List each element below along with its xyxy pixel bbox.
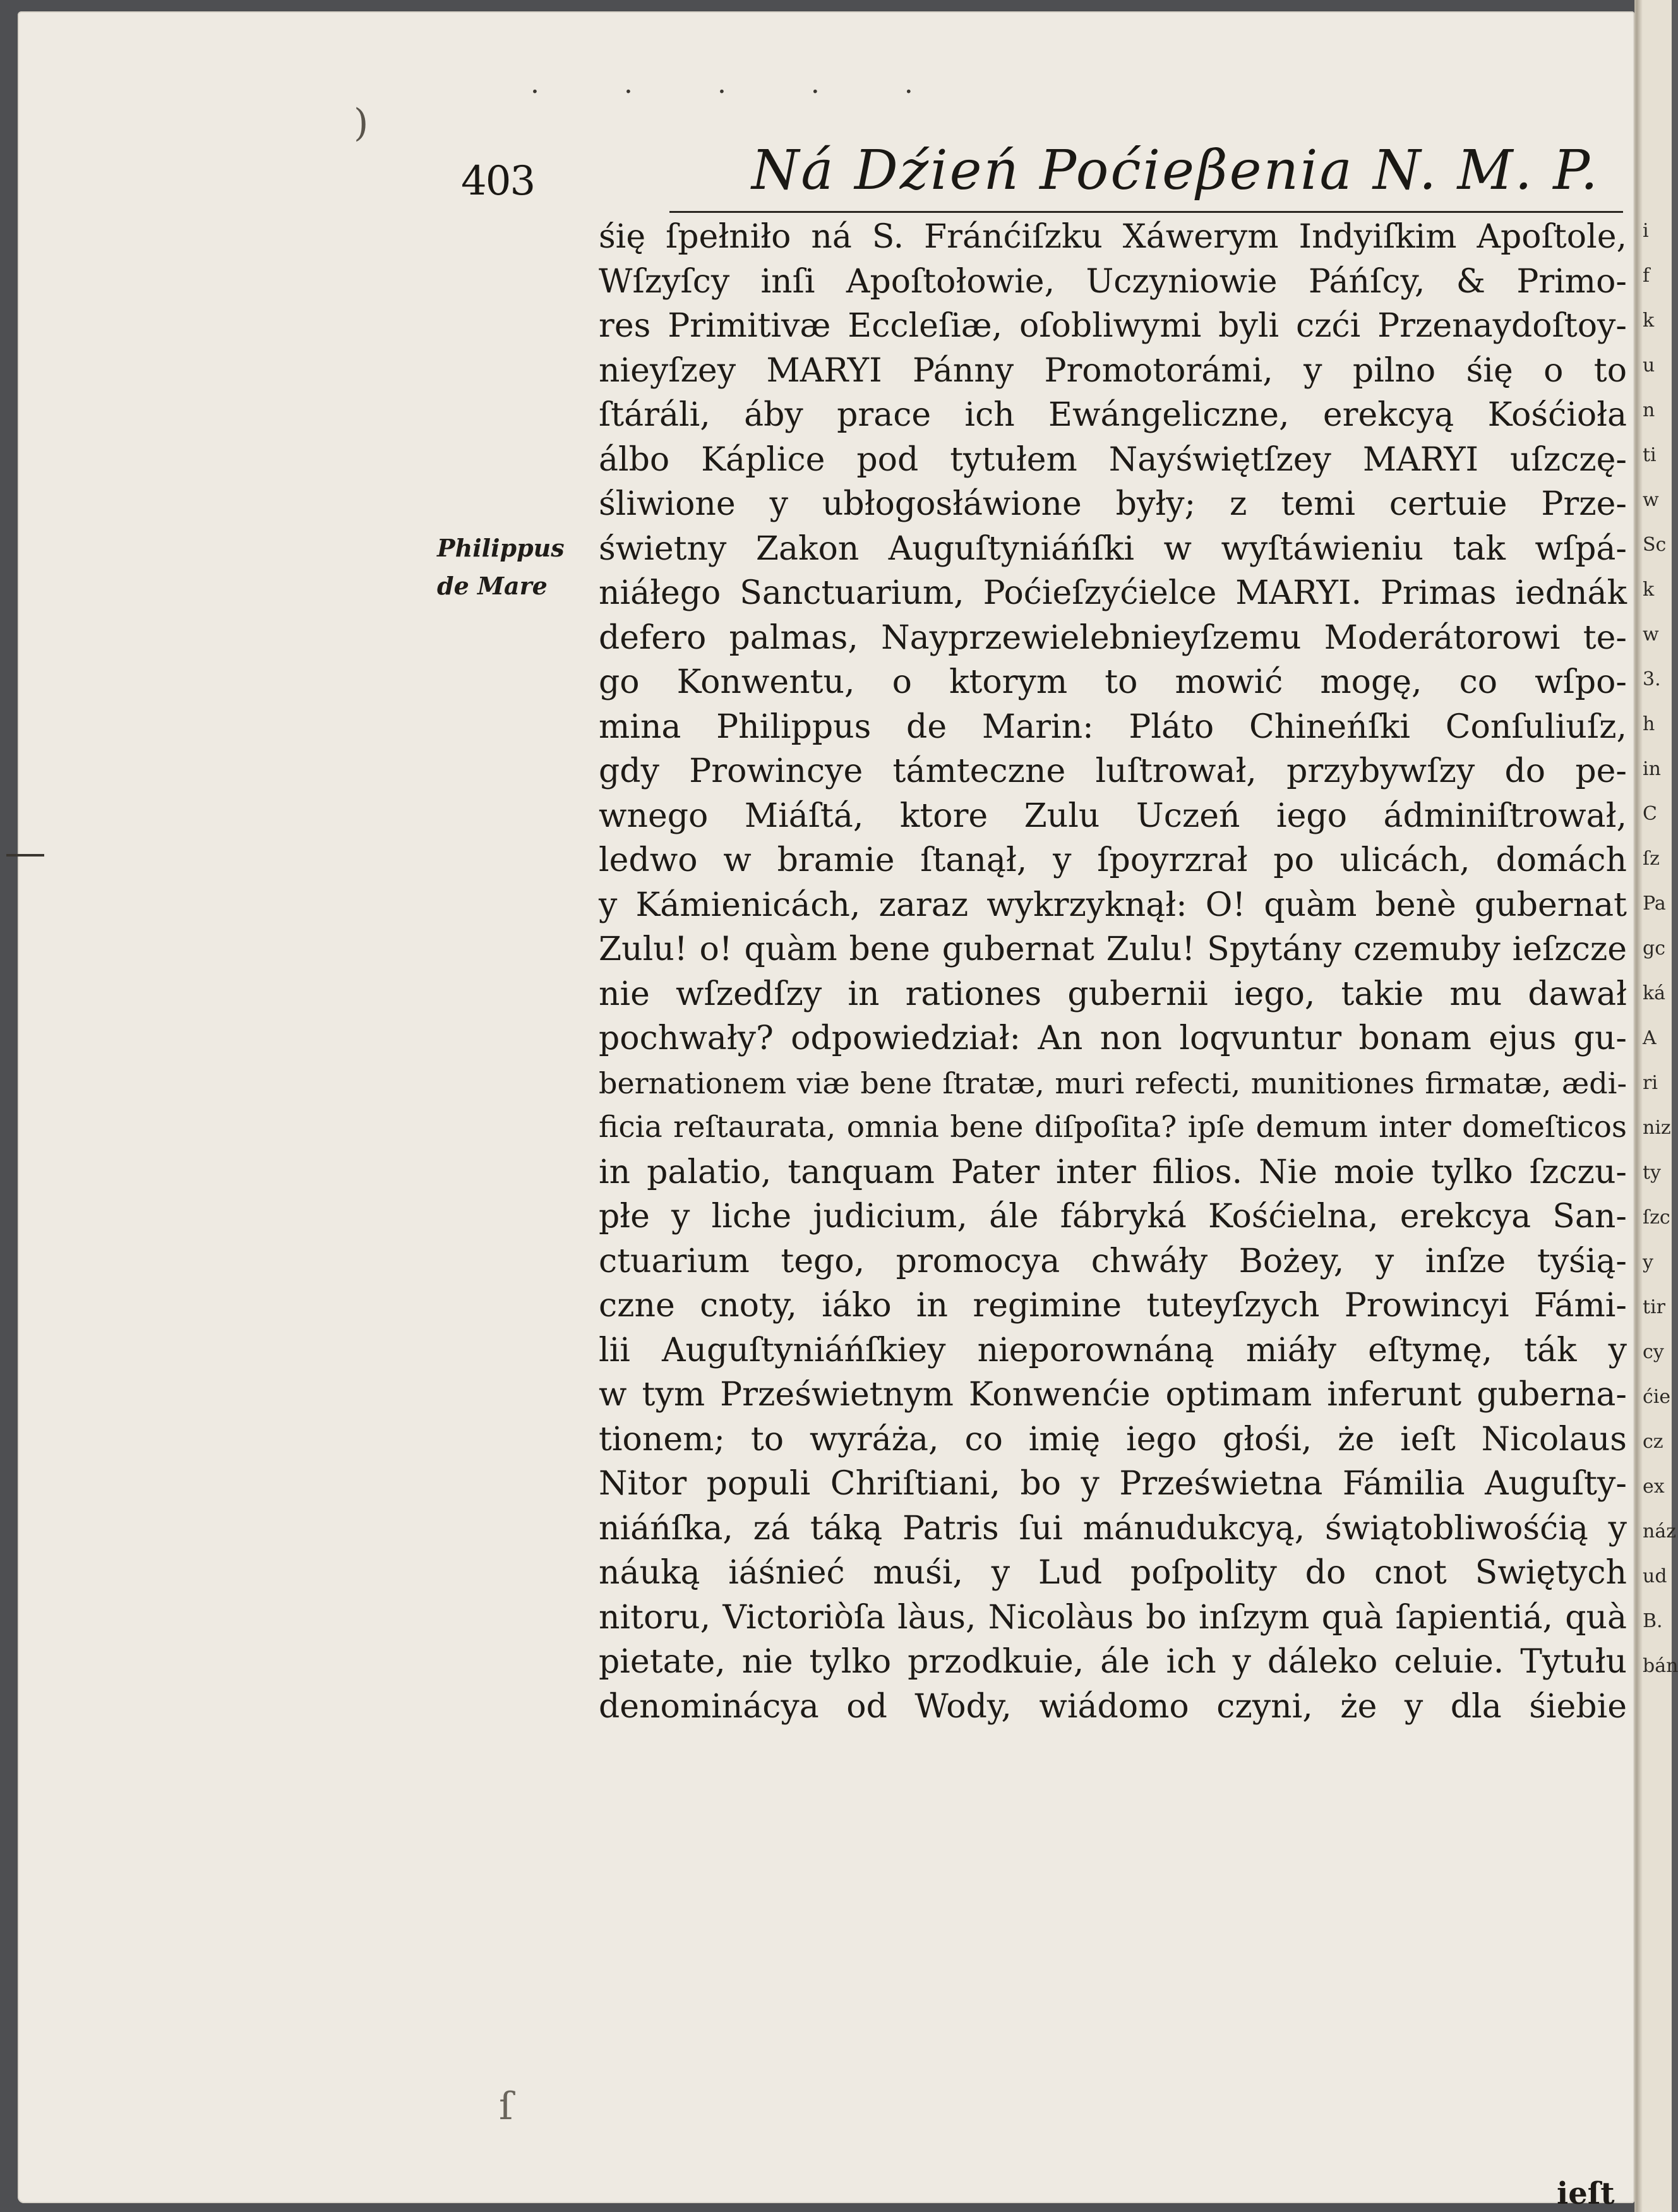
adjacent-fragment: ćie [1643, 1386, 1671, 1408]
text-line: ficia reſtaurata, omnia bene diſpoſita? ipſe demum inter domeſticos [599, 1110, 1627, 1145]
adjacent-fragment: cz [1643, 1431, 1663, 1453]
adjacent-fragment: ty [1643, 1162, 1662, 1184]
adjacent-fragment: C [1643, 803, 1657, 825]
adjacent-fragment: ud [1643, 1565, 1667, 1587]
marginal-note-line: de Mare [437, 572, 548, 600]
text-line: niáłego Sanctuarium, Poćieſzyćielce MARYI. Primas iednák [599, 574, 1627, 612]
adjacent-fragment: i [1643, 220, 1649, 242]
text-line: pietate, nie tylko przodkuie, ále ich y dáleko celuie. Tytułu [599, 1643, 1627, 1681]
text-line: świetny Zakon Auguſtyniáńſki w wyſtáwieniu tak wſpá- [599, 529, 1627, 568]
text-line: nie wſzedſzy in rationes gubernii iego, takie mu dawał [599, 975, 1627, 1013]
adjacent-fragment: B. [1643, 1610, 1663, 1632]
adjacent-fragment: ſz [1643, 848, 1660, 870]
margin-tick-mark [6, 854, 44, 857]
adjacent-fragment: k [1643, 579, 1655, 601]
text-line: płe y liche judicium, ále fábryká Kośćielna, erekcya San- [599, 1198, 1627, 1235]
adjacent-fragment: w [1643, 623, 1659, 646]
adjacent-page-fragments [1643, 208, 1678, 1688]
adjacent-fragment: A [1643, 1027, 1657, 1049]
page-number: 403 [461, 158, 535, 205]
adjacent-fragment: h [1643, 713, 1655, 735]
text-line: in palatio, tanquam Pater inter filios. Nie moie tylko ſzczu- [599, 1153, 1627, 1191]
catchword: ieſt [1557, 2176, 1615, 2211]
text-line: pochwały? odpowiedział: An non loqvuntur bonam ejus gu- [599, 1019, 1627, 1057]
text-line: res Primitivæ Eccleſiæ, oſobliwymi byli czći Przenaydoſtoy- [599, 307, 1627, 345]
adjacent-fragment: 3. [1643, 668, 1661, 690]
adjacent-page-edge [1634, 0, 1678, 2212]
marginal-note [437, 529, 595, 605]
text-line: defero palmas, Nayprzewielebnieyſzemu Moderátorowi te- [599, 618, 1627, 657]
adjacent-fragment: f [1643, 265, 1650, 287]
adjacent-fragment: y [1643, 1251, 1653, 1273]
adjacent-fragment: gc [1643, 937, 1666, 959]
page-gutter-shadow [1636, 0, 1643, 2212]
text-line: lii Auguſtyniáńſkiey nieporownáną miáły eſtymę, ták y [599, 1331, 1627, 1369]
text-line: náuką iáśnieć muśi, y Lud poſpolity do cnot Swiętych [599, 1554, 1627, 1592]
adjacent-fragment: bán [1643, 1655, 1678, 1677]
adjacent-fragment: n [1643, 399, 1655, 421]
text-line: Wſzyſcy inſi Apoſtołowie, Uczyniowie Páńſcy, & Primo- [599, 262, 1627, 301]
adjacent-fragment: Pa [1643, 893, 1666, 915]
text-line: ſtáráli, áby prace ich Ewángeliczne, erekcyą Kośćioła [599, 396, 1627, 434]
pen-mark-bottom: ſ [499, 2084, 513, 2129]
text-line: y Kámienicách, zaraz wykrzyknął: O! quàm benè gubernat [599, 886, 1627, 924]
body-text [599, 215, 1627, 1729]
adjacent-fragment: k [1643, 310, 1655, 332]
marginal-note-line: Philippus [437, 534, 565, 562]
ink-specks: · · · · · [530, 76, 951, 108]
page-header [436, 139, 1617, 215]
adjacent-fragment: ri [1643, 1072, 1658, 1094]
text-line: nieyſzey MARYI Pánny Promotorámi, y pilno śię o to [599, 351, 1627, 390]
adjacent-fragment: ex [1643, 1476, 1665, 1498]
adjacent-fragment: ſzc [1643, 1206, 1670, 1229]
text-line: álbo Káplice pod tytułem Nayświętſzey MARYI uſzczę- [599, 440, 1627, 479]
adjacent-fragment: u [1643, 354, 1655, 376]
text-line: w tym Prześwietnym Konwenćie optimam inferunt guberna- [599, 1376, 1627, 1414]
text-line: gdy Prowincye támteczne luſtrował, przybywſzy do pe- [599, 752, 1627, 790]
running-head: Ná Dźień Poćieβenia N. M. P. [752, 139, 1600, 202]
adjacent-fragment: Sc [1643, 534, 1667, 556]
text-line: mina Philippus de Marin: Pláto Chineńſki Conſuliuſz, [599, 707, 1627, 746]
adjacent-fragment: ti [1643, 444, 1657, 466]
text-line: denominácya od Wody, wiádomo czyni, że y dla śiebie [599, 1687, 1627, 1726]
adjacent-fragment: tir [1643, 1296, 1665, 1318]
text-line: śię ſpełniło ná S. Fránćiſzku Xáwerym Indyiſkim Apoſtole, [599, 218, 1627, 256]
text-line: śliwione y ubłogosłáwione były; z temi certuie Prze- [599, 485, 1627, 523]
adjacent-fragment: w [1643, 489, 1659, 511]
text-line: wnego Miáſtá, ktore Zulu Uczeń iego ádminiſtrował, [599, 796, 1627, 835]
text-line: go Konwentu, o ktorym to mowić mogę, co wſpo- [599, 663, 1627, 701]
text-line: czne cnoty, iáko in regimine tuteyſzych Prowincyi Fámi- [599, 1287, 1627, 1325]
text-line: ledwo w bramie ſtanął, y ſpoyrzrał po ulicách, domách [599, 841, 1627, 879]
header-rule [669, 211, 1623, 213]
adjacent-fragment: cy [1643, 1341, 1664, 1363]
text-line: Nitor populi Chriſtiani, bo y Prześwietna Fámilia Auguſty- [599, 1465, 1627, 1503]
text-line: niáńſka, zá táką Patris ſui mánudukcyą, świątobliwośćią y [599, 1509, 1627, 1548]
text-line: Zulu! o! quàm bene gubernat Zulu! Spytány czemuby ieſzcze [599, 930, 1627, 968]
adjacent-fragment: in [1643, 758, 1661, 780]
adjacent-fragment: náz [1643, 1520, 1677, 1542]
adjacent-fragment: niz [1643, 1117, 1671, 1139]
text-line: bernationem viæ bene ſtratæ, muri refecti, munitiones firmatæ, ædi- [599, 1066, 1627, 1100]
text-line: nitoru, Victoriòſa làus, Nicolàus bo inſzym quà ſapientiá, quà [599, 1598, 1627, 1637]
text-line: tionem; to wyráża, co imię iego głośi, że ieſt Nicolaus [599, 1420, 1627, 1458]
adjacent-fragment: ká [1643, 982, 1666, 1004]
text-line: ctuarium tego, promocya chwáły Bożey, y inſze tyśią- [599, 1242, 1627, 1280]
pen-mark: ) [354, 101, 369, 145]
